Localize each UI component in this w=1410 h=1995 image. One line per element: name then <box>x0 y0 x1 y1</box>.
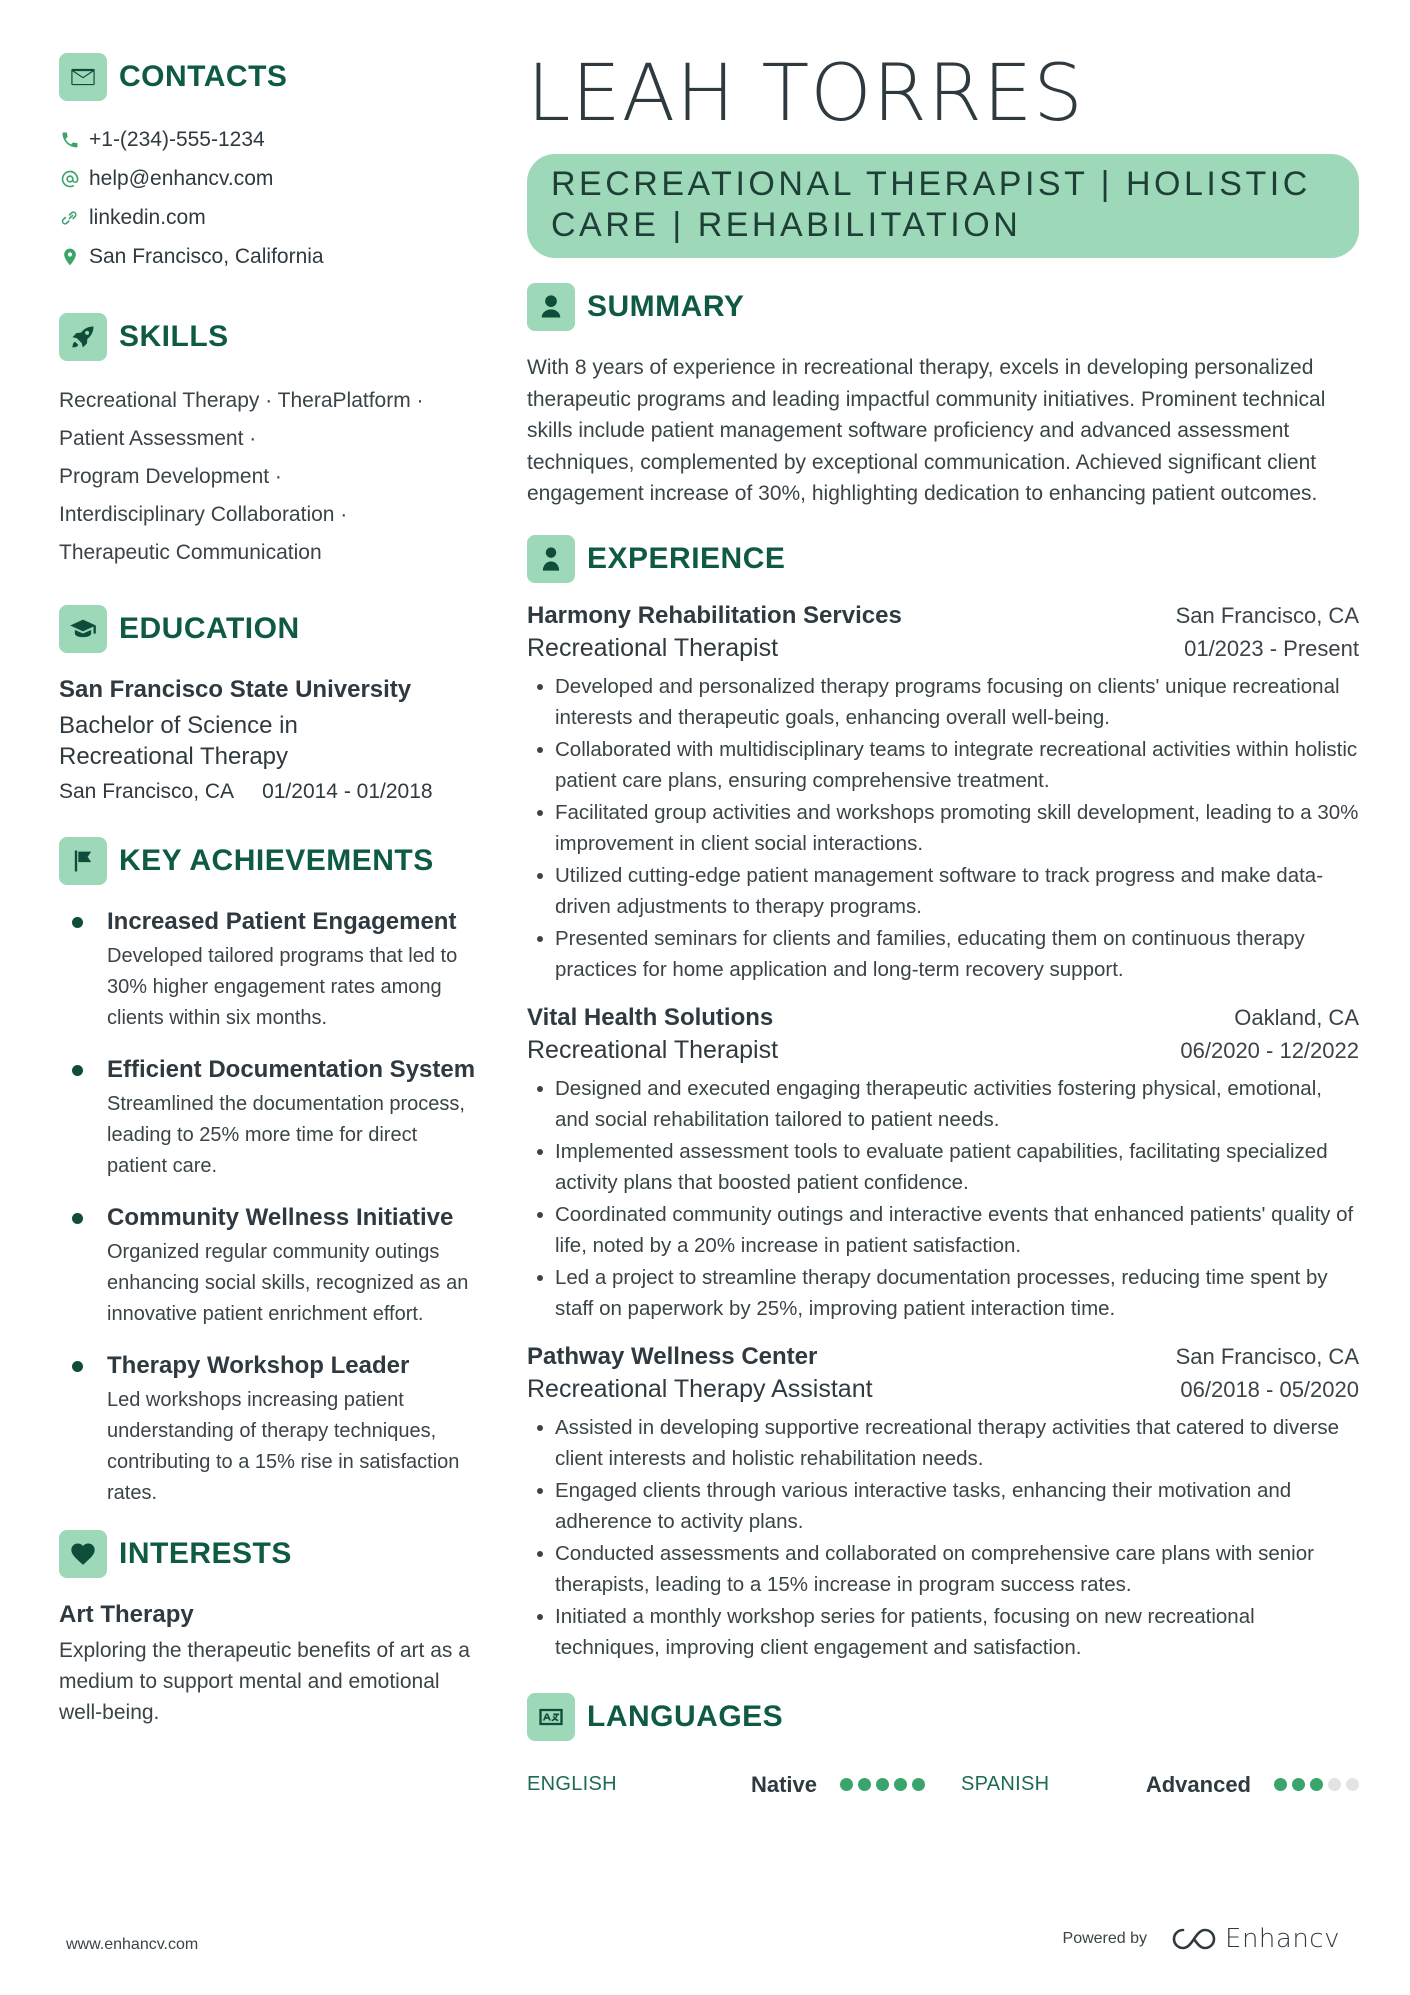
degree-line: Recreational Therapy <box>59 743 289 770</box>
skills-line: Recreational Therapy · TheraPlatform · <box>59 389 424 412</box>
skills-line: Interdisciplinary Collaboration · <box>59 503 348 526</box>
powered-by-text: Powered by <box>1062 1930 1148 1947</box>
proficiency-dot-empty <box>1346 1778 1359 1791</box>
envelope-icon <box>59 53 107 101</box>
job-company: Vital Health Solutions <box>527 1003 774 1031</box>
languages-header <box>527 1692 1359 1742</box>
user-icon <box>527 283 575 331</box>
proficiency-dot-filled <box>1292 1778 1305 1791</box>
bullet-dot <box>72 917 83 928</box>
skills-line: Program Development · <box>59 465 282 488</box>
phone-icon <box>59 129 81 151</box>
summary-header <box>527 282 1359 332</box>
job-location: Oakland, CA <box>1234 1004 1359 1030</box>
education-title: EDUCATION <box>119 612 300 645</box>
language-level: Advanced <box>1145 1771 1251 1797</box>
summary-section <box>527 282 1359 510</box>
bullet-dot <box>72 1361 83 1372</box>
experience-header <box>527 534 1359 584</box>
proficiency-dot-filled <box>1310 1778 1323 1791</box>
job-bullets <box>527 1412 1359 1664</box>
job-bullet: Designed and executed engaging therapeutic activities fostering physical, emotional, and social rehabilitation tailored to patient needs. <box>527 1073 1359 1136</box>
achievement-title: Community Wellness Initiative <box>107 1204 454 1231</box>
proficiency-dots <box>835 1778 925 1791</box>
language-level: Native <box>750 1771 817 1797</box>
job-bullet: Engaged clients through various interactive tasks, enhancing their motivation and adherence to activity plans. <box>527 1475 1359 1538</box>
education-meta <box>59 780 479 804</box>
contact-location <box>59 237 479 276</box>
linkedin-text[interactable]: linkedin.com <box>89 205 206 229</box>
summary-text: With 8 years of experience in recreational therapy, excels in developing personalized therapeutic programs and leading impactful community initiatives. Prominent technical skills include patient management software proficiency and advanced assessment techniques, complemented by exceptional communication. Achieved significant client engagement increase of 30%, highlighting dedication to enhancing patient outcomes. <box>527 356 1326 505</box>
proficiency-dots <box>1269 1778 1359 1791</box>
education-degree <box>59 710 479 772</box>
proficiency-dot-empty <box>1328 1778 1341 1791</box>
graduation-cap-icon <box>59 605 107 653</box>
footer-branding <box>1063 1924 1340 1954</box>
job-bullet: Led a project to streamline therapy documentation processes, reducing time spent by staff on paperwork by 25%, improving patient interaction time. <box>527 1262 1359 1325</box>
job-entry <box>527 602 1359 986</box>
job-bullet: Developed and personalized therapy programs focusing on clients' unique recreational interests and therapeutic goals, enhancing overall well-being. <box>527 671 1359 734</box>
skills-list <box>59 382 479 572</box>
candidate-name: LEAH TORRES <box>527 49 1084 139</box>
job-bullet: Facilitated group activities and workshops promoting skill development, leading to a 30% improvement in client social interactions. <box>527 797 1359 860</box>
contacts-section <box>59 52 479 276</box>
proficiency-dot-filled <box>894 1778 907 1791</box>
language-item <box>961 1772 1359 1798</box>
bullet-dot <box>72 1065 83 1076</box>
achievement-item <box>59 1054 479 1182</box>
achievement-title: Therapy Workshop Leader <box>107 1352 410 1379</box>
job-bullet: Implemented assessment tools to evaluate patient capabilities, facilitating specialized activity plans that boosted patient confidence. <box>527 1136 1359 1199</box>
skills-line: Patient Assessment · <box>59 427 257 450</box>
languages-list <box>527 1772 1359 1798</box>
job-dates: 06/2020 - 12/2022 <box>1180 1037 1359 1063</box>
right-column <box>527 49 1359 1798</box>
achievement-desc: Led workshops increasing patient understanding of therapy techniques, contributing to a 15% rise in satisfaction rates. <box>107 1389 460 1504</box>
job-location: San Francisco, CA <box>1175 602 1359 628</box>
job-bullet: Coordinated community outings and interactive events that enhanced patients' quality of life, noted by a 20% increase in patient satisfaction. <box>527 1199 1359 1262</box>
experience-section <box>527 534 1359 1664</box>
flag-icon <box>59 837 107 885</box>
interests-section <box>59 1529 479 1728</box>
contact-email <box>59 159 479 198</box>
interests-header <box>59 1529 479 1579</box>
skills-header <box>59 312 479 362</box>
job-subheader <box>527 1036 1359 1065</box>
briefcase-user-icon <box>527 535 575 583</box>
map-pin-icon <box>59 246 81 268</box>
achievements-list <box>59 906 479 1509</box>
job-entry <box>527 1343 1359 1664</box>
job-bullets <box>527 1073 1359 1325</box>
proficiency-dot-filled <box>840 1778 853 1791</box>
proficiency-dot-filled <box>1274 1778 1287 1791</box>
link-icon <box>59 207 81 229</box>
achievement-desc: Developed tailored programs that led to 30% higher engagement rates among clients within six months. <box>107 945 458 1029</box>
education-header <box>59 604 479 654</box>
achievement-title: Increased Patient Engagement <box>107 908 457 935</box>
phone-text[interactable]: +1-(234)-555-1234 <box>89 127 265 151</box>
job-role: Recreational Therapist <box>527 1035 779 1064</box>
language-name: ENGLISH <box>527 1773 617 1795</box>
job-bullet: Utilized cutting-edge patient management software to track progress and make data-driven adjustments to therapy programs. <box>527 860 1359 923</box>
proficiency-dot-filled <box>912 1778 925 1791</box>
achievement-item <box>59 906 479 1034</box>
job-header <box>527 1004 1359 1032</box>
interest-desc: Exploring the therapeutic benefits of art as a medium to support mental and emotional well-being. <box>59 1639 470 1724</box>
achievement-item <box>59 1202 479 1330</box>
job-company: Harmony Rehabilitation Services <box>527 601 902 629</box>
achievement-title: Efficient Documentation System <box>107 1056 476 1083</box>
left-column <box>59 52 479 1728</box>
job-header <box>527 602 1359 630</box>
bullet-dot <box>72 1213 83 1224</box>
languages-title: LANGUAGES <box>587 1699 784 1733</box>
skills-line: Therapeutic Communication <box>59 541 322 564</box>
contact-phone <box>59 120 479 159</box>
job-dates: 06/2018 - 05/2020 <box>1180 1376 1359 1402</box>
contacts-header <box>59 52 479 102</box>
job-header <box>527 1343 1359 1371</box>
contact-list <box>59 120 479 276</box>
job-bullet: Assisted in developing supportive recreational therapy activities that catered to diverse client interests and holistic rehabilitation needs. <box>527 1412 1359 1475</box>
job-bullet: Presented seminars for clients and families, educating them on continuous therapy practices for home application and long-term recovery support. <box>527 923 1359 986</box>
contact-linkedin <box>59 198 479 237</box>
achievement-desc: Organized regular community outings enhancing social skills, recognized as an innovative patient enrichment effort. <box>107 1241 469 1325</box>
education-school: San Francisco State University <box>59 676 412 703</box>
language-item <box>527 1772 925 1798</box>
summary-title: SUMMARY <box>587 290 745 323</box>
languages-section <box>527 1692 1359 1798</box>
interests-title: INTERESTS <box>119 1537 292 1570</box>
job-location: San Francisco, CA <box>1175 1343 1359 1369</box>
achievements-title: KEY ACHIEVEMENTS <box>119 844 434 877</box>
experience-title: EXPERIENCE <box>587 541 786 575</box>
skills-title: SKILLS <box>119 320 229 353</box>
education-section <box>59 604 479 804</box>
contacts-title: CONTACTS <box>119 60 288 93</box>
achievement-item <box>59 1350 479 1509</box>
job-subheader <box>527 1375 1359 1404</box>
enhancv-logo-icon <box>1171 1926 1217 1952</box>
job-role: Recreational Therapist <box>527 633 779 662</box>
job-company: Pathway Wellness Center <box>527 1342 818 1370</box>
job-bullet: Collaborated with multidisciplinary teams to integrate recreational activities within holistic patient care plans, ensuring comprehensive treatment. <box>527 734 1359 797</box>
translate-icon <box>527 1693 575 1741</box>
interest-title: Art Therapy <box>59 1601 194 1628</box>
job-bullet: Initiated a monthly workshop series for patients, focusing on new recreational techniques, improving client engagement and satisfaction. <box>527 1601 1359 1664</box>
rocket-icon <box>59 313 107 361</box>
brand-name[interactable]: Enhancv <box>1225 1924 1340 1954</box>
job-dates: 01/2023 - Present <box>1184 635 1359 661</box>
job-entry <box>527 1004 1359 1325</box>
at-sign-icon <box>59 168 81 190</box>
proficiency-dot-filled <box>858 1778 871 1791</box>
achievements-header <box>59 836 479 886</box>
heart-icon <box>59 1530 107 1578</box>
headline-banner: RECREATIONAL THERAPIST | HOLISTIC CARE | REHABILITATION <box>527 154 1359 258</box>
achievement-desc: Streamlined the documentation process, leading to 25% more time for direct patient care. <box>107 1093 465 1177</box>
job-bullets <box>527 671 1359 986</box>
education-location: San Francisco, CA <box>59 780 235 803</box>
job-role: Recreational Therapy Assistant <box>527 1374 873 1403</box>
achievements-section <box>59 836 479 1509</box>
skills-section <box>59 312 479 572</box>
location-text: San Francisco, California <box>89 244 324 268</box>
language-name: SPANISH <box>961 1773 1050 1795</box>
job-subheader <box>527 634 1359 663</box>
education-dates: 01/2014 - 01/2018 <box>262 780 433 803</box>
job-bullet: Conducted assessments and collaborated on comprehensive care plans with senior therapists, leading to a 15% increase in program success rates. <box>527 1538 1359 1601</box>
email-text[interactable]: help@enhancv.com <box>89 166 274 190</box>
footer-website[interactable]: www.enhancv.com <box>66 1936 199 1953</box>
degree-line: Bachelor of Science in <box>59 712 298 739</box>
proficiency-dot-filled <box>876 1778 889 1791</box>
